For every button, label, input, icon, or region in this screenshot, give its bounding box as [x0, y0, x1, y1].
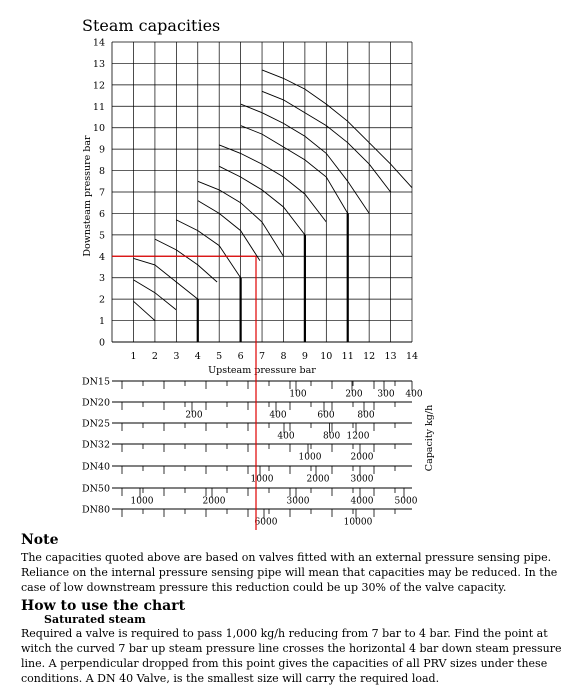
x-tick-label: 1: [130, 351, 137, 362]
y-tick-label: 0: [98, 337, 105, 349]
x-tick-label: 11: [341, 351, 354, 362]
capacity-value-label: 5000: [394, 496, 418, 507]
capacity-value-label: 200: [185, 410, 203, 421]
pressure-curve: [134, 301, 155, 320]
x-tick-label: 9: [301, 351, 308, 362]
capacity-row-label: DN50: [81, 483, 110, 495]
capacity-value-label: 600: [317, 410, 335, 421]
x-tick-label: 4: [194, 351, 201, 362]
howto-text: Required a valve is required to pass 1,000 kg/h reducing from 7 bar to 4 bar. Find the point at witch the curved 7 bar up steam pressure line crosses the horizontal 4 bar down steam pressure line. A perpendicular dropped from this point gives the capacities of all PRV sizes under these conditions. A DN 40 Valve, is the smallest size will carry the required load.: [21, 627, 562, 685]
capacity-value-label: 2000: [202, 496, 226, 507]
y-tick-label: 2: [98, 294, 105, 306]
x-tick-label: 3: [173, 351, 180, 362]
capacity-value-label: 400: [269, 410, 287, 421]
chart-title: Steam capacities: [82, 16, 221, 35]
pressure-curve: [219, 145, 326, 222]
capacity-row-label: DN15: [81, 376, 110, 388]
x-tick-label: 8: [280, 351, 287, 362]
x-tick-label: 12: [363, 351, 376, 362]
x-tick-label: 6: [237, 351, 244, 362]
x-tick-label: 7: [259, 351, 266, 362]
pressure-curve: [241, 126, 348, 214]
pressure-curve: [134, 258, 198, 299]
y-tick-label: 1: [98, 316, 105, 328]
capacity-value-label: 4000: [350, 496, 374, 507]
capacity-value-label: 1000: [250, 474, 274, 485]
pressure-curve: [155, 239, 217, 282]
capacity-value-label: 3000: [286, 496, 310, 507]
y-axis-title: Downsteam pressure bar: [82, 135, 93, 257]
y-tick-label: 12: [92, 80, 105, 92]
capacity-value-label: 2000: [306, 474, 330, 485]
capacity-value-label: 6000: [254, 517, 278, 528]
capacity-value-label: 1000: [298, 452, 322, 463]
capacity-row-label: DN80: [81, 504, 110, 516]
x-axis-title: Upsteam pressure bar: [208, 365, 316, 376]
x-tick-label: 13: [384, 351, 397, 362]
howto-heading: How to use the chart: [21, 598, 186, 614]
y-tick-label: 9: [98, 144, 105, 156]
y-tick-label: 7: [98, 187, 105, 199]
capacity-value-label: 3000: [350, 474, 374, 485]
howto-subheading: Saturated steam: [44, 613, 146, 626]
y-tick-label: 6: [98, 208, 105, 220]
capacity-value-label: 200: [345, 389, 363, 400]
pressure-curve: [198, 201, 260, 261]
capacity-value-label: 400: [277, 431, 295, 442]
capacity-value-label: 2000: [350, 452, 374, 463]
y-tick-label: 10: [92, 123, 105, 135]
capacity-value-label: 1000: [130, 496, 154, 507]
capacity-row-label: DN32: [81, 439, 110, 451]
pressure-curve: [176, 220, 240, 278]
x-tick-label: 5: [216, 351, 223, 362]
y-tick-label: 8: [98, 166, 105, 178]
x-tick-label: 2: [151, 351, 158, 362]
capacity-value-label: 300: [377, 389, 395, 400]
capacity-value-label: 800: [357, 410, 375, 421]
y-tick-label: 3: [98, 273, 105, 285]
y-tick-label: 14: [92, 37, 105, 49]
x-tick-label: 14: [405, 351, 419, 362]
capacity-row-label: DN20: [81, 397, 110, 409]
capacity-value-label: 10000: [343, 517, 373, 528]
note-text: The capacities quoted above are based on valves fitted with an external pressure sensing pipe. Reliance on the internal pressure sensing pipe will mean that capacities may be reduced. In the case of low downstream pressure this reduction could be up 30% of the valve capacity.: [21, 551, 558, 594]
y-tick-label: 13: [92, 58, 105, 70]
capacity-axis-title: Capacity kg/h: [424, 404, 435, 472]
capacity-value-label: 1200: [346, 431, 370, 442]
capacity-value-label: 800: [323, 431, 341, 442]
y-tick-label: 4: [98, 251, 105, 263]
y-tick-label: 11: [92, 101, 105, 113]
capacity-row-label: DN40: [81, 461, 110, 473]
x-tick-label: 10: [320, 351, 333, 362]
pressure-curve: [262, 70, 412, 188]
capacity-value-label: 400: [405, 389, 423, 400]
capacity-row-label: DN25: [81, 418, 110, 430]
note-heading: Note: [21, 532, 59, 548]
y-tick-label: 5: [98, 230, 105, 242]
capacity-value-label: 100: [289, 389, 307, 400]
